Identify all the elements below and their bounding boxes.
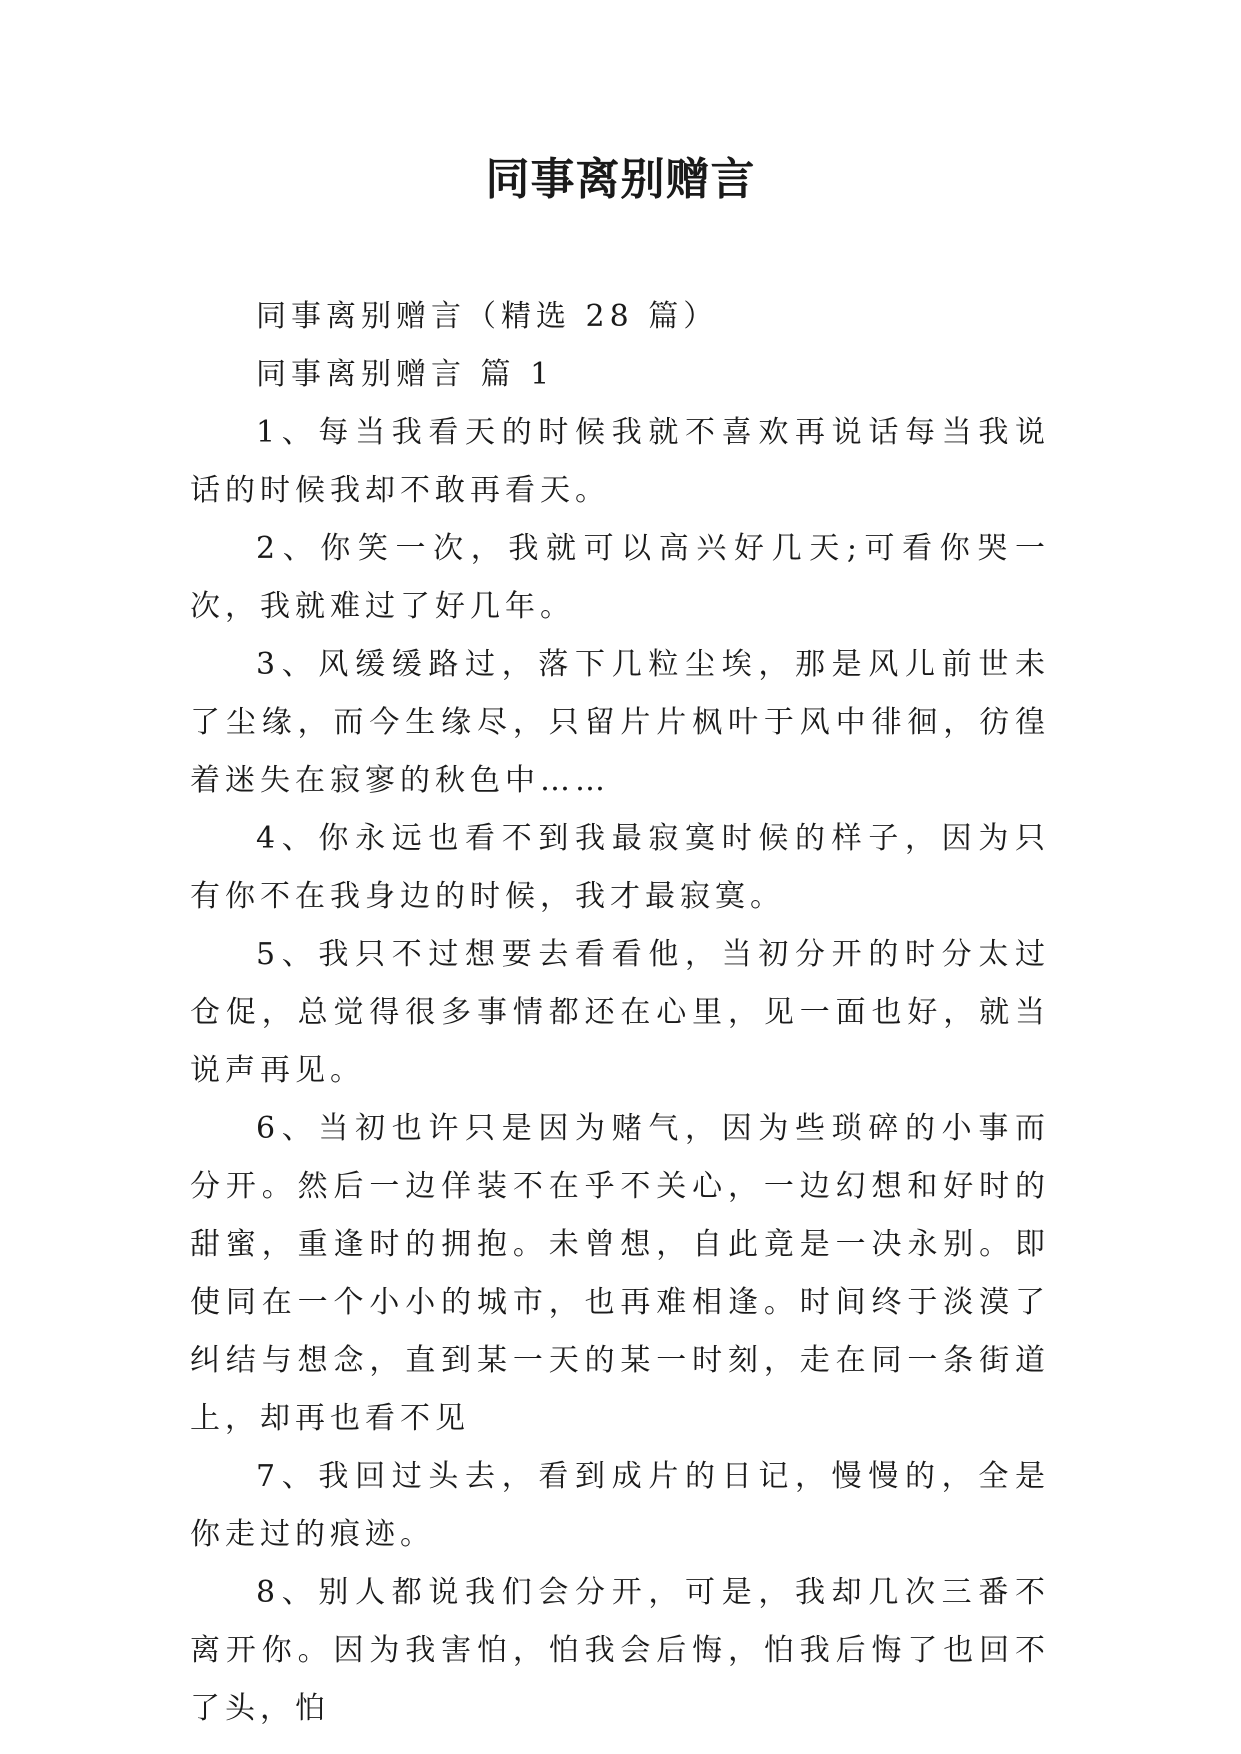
body-paragraph: 6、当初也许只是因为赌气，因为些琐碎的小事而分开。然后一边佯装不在乎不关心，一边幻想和好时的甜蜜，重逢时的拥抱。未曾想，自此竟是一决永别。即使同在一个小小的城市，也再难相逢。时间终于淡漠了纠结与想念，直到某一天的某一时刻，走在同一条街道上，却再也看不见 [190,1111,1050,1436]
body-paragraph: 1、每当我看天的时候我就不喜欢再说话每当我说话的时候我却不敢再看天。 [190,415,1050,508]
document-body [190,288,1050,1738]
body-paragraph: 7、我回过头去，看到成片的日记，慢慢的，全是你走过的痕迹。 [190,1459,1050,1552]
subtitle-paragraph: 同事离别赠言（精选 28 篇） [256,299,719,334]
body-paragraph: 2、你笑一次，我就可以高兴好几天;可看你哭一次，我就难过了好几年。 [190,531,1050,624]
body-paragraph: 3、风缓缓路过，落下几粒尘埃，那是风儿前世未了尘缘，而今生缘尽，只留片片枫叶于风中徘徊，彷徨着迷失在寂寥的秋色中…… [190,647,1050,798]
document-title: 同事离别赠言 [485,154,756,205]
body-paragraph: 4、你永远也看不到我最寂寞时候的样子，因为只有你不在我身边的时候，我才最寂寞。 [190,821,1050,914]
body-paragraph: 8、别人都说我们会分开，可是，我却几次三番不离开你。因为我害怕，怕我会后悔，怕我后悔了也回不了头，怕 [190,1575,1050,1726]
body-paragraph: 5、我只不过想要去看看他，当初分开的时分太过仓促，总觉得很多事情都还在心里，见一面也好，就当说声再见。 [190,937,1050,1088]
section-heading: 同事离别赠言 篇 1 [256,357,555,392]
